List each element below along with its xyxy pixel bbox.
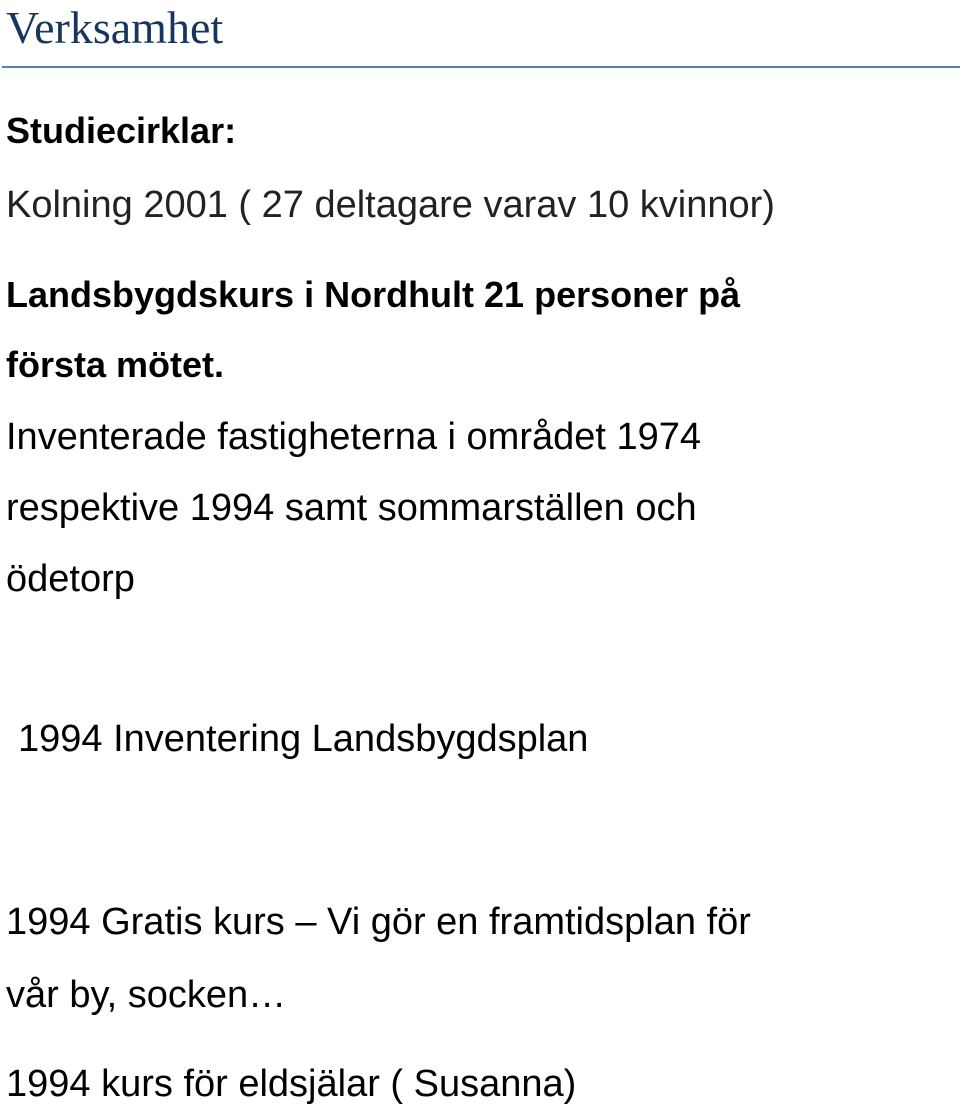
free-course-line-1: 1994 Gratis kurs – Vi gör en framtidsplan för (6, 901, 751, 943)
study-circles-label: Studiecirklar: (6, 110, 237, 151)
page-title: Verksamhet (6, 2, 224, 53)
inventory-line-2: respektive 1994 samt sommarställen och (6, 487, 697, 529)
plan-1994-line: 1994 Inventering Landsbygdsplan (18, 718, 589, 760)
free-course-line-2: vår by, socken… (6, 974, 287, 1016)
landsbygd-course-line-2: första mötet. (6, 344, 225, 385)
title-underline (2, 66, 960, 68)
fire-souls-course-line: 1994 kurs för eldsjälar ( Susanna) (6, 1063, 577, 1105)
inventory-line-1: Inventerade fastigheterna i området 1974 (6, 416, 702, 458)
landsbygd-course-line-1: Landsbygdskurs i Nordhult 21 personer på (6, 274, 741, 315)
kolning-line: Kolning 2001 ( 27 deltagare varav 10 kvinnor) (6, 184, 775, 226)
inventory-line-3: ödetorp (6, 558, 135, 600)
